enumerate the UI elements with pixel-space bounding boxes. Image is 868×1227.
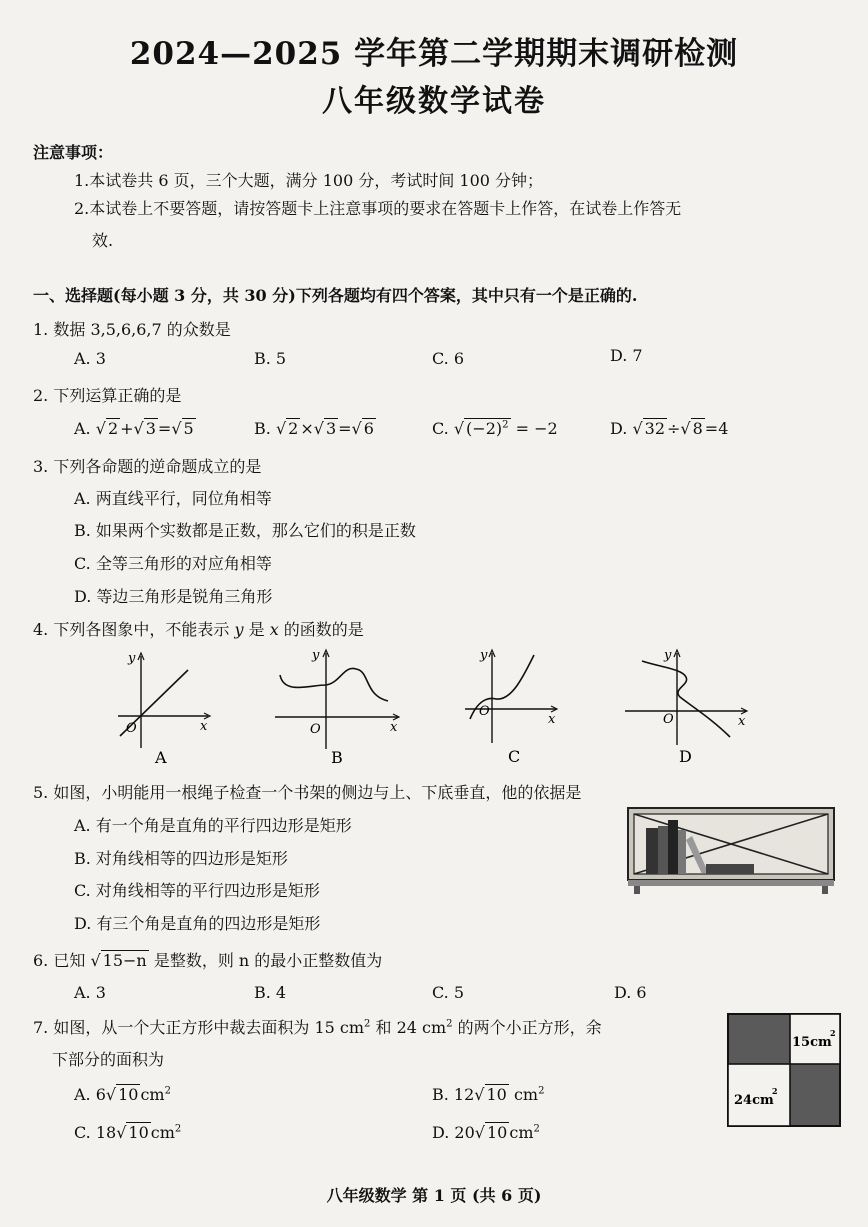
q6-option-b: B. 4 — [254, 983, 287, 1002]
q3-option-a: A. 两直线平行，同位角相等 — [74, 489, 272, 508]
q4d-label: D — [679, 747, 692, 766]
q4c-origin-label: O — [479, 704, 490, 719]
q7-option-a: A. 6√ 10 $cm^2$ — [74, 1085, 171, 1104]
q4a-label: A — [155, 748, 167, 767]
q7-stem-line2: 下部分的面积为 — [52, 1050, 165, 1069]
q2-stem: 2. 下列运算正确的是 — [33, 386, 182, 405]
q2-option-d: D. √ 32 ÷√ 8 =4 — [610, 419, 729, 438]
q2-option-b: B. √ 2 ×√ 3 =√ 6 — [254, 419, 374, 438]
q4-graph-b — [270, 645, 410, 769]
q4b-origin-label: O — [310, 722, 321, 737]
q2-option-a: A. √ 2 +√ 3 =√ 5 — [74, 419, 194, 438]
notice-item-2: 2.本试卷上不要答题，请按答题卡上注意事项的要求在答题卡上作答，在试卷上作答无 — [74, 199, 682, 218]
exam-title: 2024—2025 学年第二学期期末调研检测 — [129, 36, 739, 72]
bookshelf-figure — [626, 806, 838, 896]
q4b-label: B — [331, 748, 343, 767]
q4a-axis-y-label: y — [128, 651, 136, 666]
q7-option-d: D. 20√ 10 $cm^2$ — [432, 1123, 540, 1142]
q4c-label: C — [508, 747, 521, 766]
q4c-axis-x-label: x — [548, 712, 556, 727]
page-footer: 八年级数学 第 1 页 (共 6 页) — [326, 1186, 542, 1205]
q4a-axis-x-label: x — [200, 719, 208, 734]
q6-option-a: A. 3 — [74, 983, 106, 1002]
q5-option-d: D. 有三个角是直角的四边形是矩形 — [74, 914, 321, 933]
q5-stem: 5. 如图，小明能用一根绳子检查一个书架的侧边与上、下底垂直，他的依据是 — [33, 783, 582, 802]
q4a-origin-label: O — [126, 721, 137, 736]
q4-stem: 4. 下列各图象中，不能表示 y 是 x 的函数的是 — [33, 620, 364, 639]
q1-option-c: C. 6 — [432, 349, 465, 368]
q1-option-a: A. 3 — [74, 349, 106, 368]
q2-option-c: C. √ $(-2)^2 = -2$ — [432, 419, 558, 438]
notice-heading: 注意事项： — [33, 143, 114, 162]
q4b-axis-x-label: x — [390, 720, 398, 735]
q6-option-c: C. 5 — [432, 983, 465, 1002]
q5-option-c: C. 对角线相等的平行四边形是矩形 — [74, 881, 320, 900]
notice-item-2-cont: 效. — [92, 231, 114, 250]
q5-option-a: A. 有一个角是直角的平行四边形是矩形 — [74, 816, 352, 835]
square-label-24: 24cm — [734, 1093, 774, 1108]
q1-stem: 1. 数据 3,5,6,6,7 的众数是 — [33, 320, 231, 339]
q4-graph-d — [620, 645, 755, 769]
q6-stem: 6. 已知 √ 15−n 是整数，则 n 的最小正整数值为 — [33, 951, 383, 970]
q7-option-b: B. 12√ 10 $cm^2$ — [432, 1085, 545, 1104]
notice-item-1: 1.本试卷共 6 页，三个大题，满分 100 分，考试时间 100 分钟； — [74, 171, 544, 190]
q1-option-d: D. 7 — [610, 346, 643, 365]
square-label-15-exp: 2 — [830, 1028, 836, 1038]
q4d-axis-x-label: x — [738, 714, 746, 729]
exam-subtitle: 八年级数学试卷 — [322, 84, 546, 119]
q4d-axis-y-label: y — [664, 648, 672, 663]
q3-option-d: D. 等边三角形是锐角三角形 — [74, 587, 273, 606]
q5-option-b: B. 对角线相等的四边形是矩形 — [74, 849, 288, 868]
q7-stem-line1: 7. 如图，从一个大正方形中裁去面积为 15 $cm^2$ 和 24 $cm^2$ 的两个小正方形，余 — [33, 1018, 602, 1037]
q3-option-b: B. 如果两个实数都是正数，那么它们的积是正数 — [74, 521, 416, 540]
square-label-15: 15cm — [792, 1035, 832, 1050]
q3-option-c: C. 全等三角形的对应角相等 — [74, 554, 272, 573]
squares-figure — [726, 1012, 842, 1128]
square-label-24-exp: 2 — [772, 1086, 778, 1096]
q6-option-d: D. 6 — [614, 983, 647, 1002]
q4d-origin-label: O — [663, 712, 674, 727]
q1-option-b: B. 5 — [254, 349, 287, 368]
q4b-axis-y-label: y — [312, 648, 320, 663]
q7-option-c: C. 18√ 10 $cm^2$ — [74, 1123, 182, 1142]
section-1-heading: 一、选择题(每小题 3 分，共 30 分)下列各题均有四个答案，其中只有一个是正确的. — [33, 286, 638, 305]
q4c-axis-y-label: y — [480, 648, 488, 663]
q3-stem: 3. 下列各命题的逆命题成立的是 — [33, 457, 262, 476]
q4-graph-a — [108, 648, 218, 768]
q4-graph-c — [460, 645, 565, 769]
